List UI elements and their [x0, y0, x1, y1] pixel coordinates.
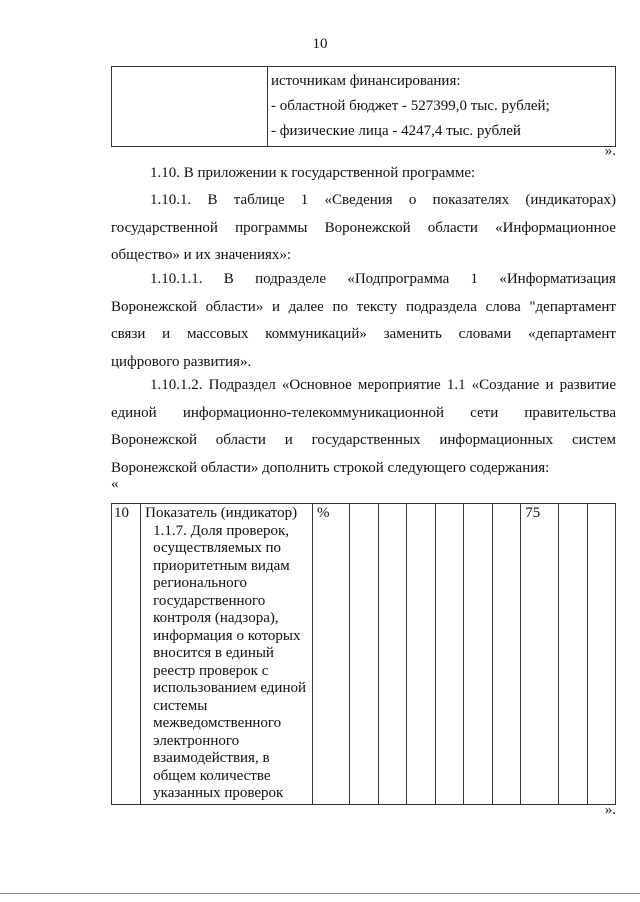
word: и: [545, 377, 554, 393]
value-cell: [587, 504, 616, 805]
word: подразделе: [255, 271, 327, 287]
unit-cell: %: [312, 504, 350, 805]
paragraph-line: 1.10. В приложении к государственной программе:: [150, 165, 476, 181]
word: таблице: [233, 192, 285, 208]
word: «Создание: [471, 377, 540, 393]
paragraph-line: [111, 455, 616, 483]
table-row: [112, 67, 616, 147]
value-cell: [350, 504, 378, 805]
opening-quote: «: [111, 476, 119, 492]
word: и: [162, 326, 171, 342]
paragraph-1-10-1: [111, 187, 616, 270]
word: коммуникаций»: [265, 326, 367, 342]
paragraph-1-10-1-2: [111, 372, 616, 482]
indicator-name-line: государственного: [153, 592, 266, 609]
word: государственной: [111, 219, 218, 236]
word: "департамент: [529, 298, 616, 315]
paragraph-line: [111, 294, 616, 322]
funding-line: - областной бюджет - 527399,0 тыс. рублей;: [271, 98, 550, 114]
value-cell: [407, 504, 435, 805]
word: тексту: [356, 298, 398, 315]
word: «Сведения: [324, 192, 393, 208]
page-number: 10: [312, 36, 328, 52]
word: В: [207, 192, 218, 208]
word: Воронежской: [111, 298, 197, 315]
indicator-name-line: информация о которых: [153, 627, 301, 644]
word: слова: [485, 298, 521, 315]
word: информационных: [439, 432, 554, 448]
paragraph-1-10: [111, 160, 616, 188]
word: показателях: [432, 192, 510, 208]
indicator-name-line: регионального: [153, 575, 247, 591]
word: правительства: [524, 404, 616, 421]
word: «Подпрограмма: [347, 271, 450, 287]
indicator-name-line: приоритетным видам: [153, 557, 290, 574]
word: информационно-телекоммуникационной: [182, 404, 445, 421]
word: общество» и их значениях»:: [111, 247, 292, 263]
indicator-name: [141, 504, 313, 805]
word: Воронежской: [111, 432, 197, 448]
word: связи: [111, 326, 146, 342]
word: о: [408, 192, 417, 208]
word: В: [223, 271, 234, 287]
paragraph-line: [111, 215, 616, 243]
paragraph-line: [111, 372, 616, 400]
funding-table: [111, 66, 616, 147]
word: 1.10.1.2.: [150, 377, 203, 393]
indicator-name-line: общем количестве: [153, 767, 271, 784]
empty-cell: [112, 67, 268, 147]
paragraph-line: [111, 400, 616, 428]
table-row: [112, 504, 616, 805]
row-number: 10: [112, 504, 141, 805]
indicator-name-line: взаимодействия, в: [153, 750, 270, 766]
word: 1: [300, 192, 309, 208]
word: сети: [470, 404, 499, 421]
word: развитие: [559, 377, 616, 393]
word: 1: [470, 271, 479, 287]
value-cell: [492, 504, 520, 805]
funding-cell: [268, 67, 616, 147]
word: (индикаторах): [525, 192, 616, 208]
indicator-name-line: межведомственного: [153, 715, 282, 731]
word: государственных: [311, 432, 421, 448]
word: систем: [571, 432, 616, 448]
word: по: [332, 298, 349, 315]
word: области: [427, 219, 478, 236]
indicator-name-line: системы: [153, 697, 208, 714]
paragraph-line: [111, 321, 616, 349]
word: 1.10.1.: [150, 192, 192, 208]
word: далее: [288, 298, 324, 315]
indicator-name-line: реестр проверок с: [153, 662, 269, 679]
word: 1.1: [446, 377, 466, 393]
word: словами: [458, 326, 512, 342]
paragraph-line: [111, 187, 616, 215]
paragraph-line: [111, 427, 616, 455]
word: «Информационное: [495, 219, 616, 236]
indicator-name-line: осуществляемых по: [153, 540, 282, 556]
value-cell: [435, 504, 463, 805]
word: программы: [235, 219, 308, 236]
word: подраздела: [405, 298, 477, 315]
indicator-name-line: электронного: [153, 732, 240, 749]
word: и: [271, 298, 280, 315]
paragraph-1-10-1-1: [111, 266, 616, 376]
indicator-name-line: использованием единой: [153, 680, 307, 696]
footer-divider: [0, 893, 640, 894]
value-cell: [378, 504, 406, 805]
indicator-name-line: Показатель (индикатор): [145, 505, 298, 521]
indicator-name-line: контроля (надзора),: [153, 610, 279, 626]
word: «Основное: [281, 377, 352, 393]
word: Подраздел: [208, 377, 276, 393]
word: и: [284, 432, 293, 448]
word: заменить: [383, 326, 442, 342]
indicator-name-line: 1.1.7. Доля проверок,: [153, 522, 290, 539]
word: «департамент: [528, 326, 616, 342]
value-cell: 75: [521, 504, 559, 805]
word: массовых: [186, 326, 249, 342]
word: мероприятие: [357, 377, 441, 393]
word: «Информатизация: [499, 271, 616, 287]
word: Воронежской: [324, 219, 411, 236]
word: Воронежской области» дополнить строкой следующего содержания:: [111, 459, 550, 476]
word: цифрового развития».: [111, 353, 252, 370]
closing-quote: ».: [604, 802, 616, 818]
value-cell: [559, 504, 587, 805]
word: области»: [205, 298, 264, 315]
value-cell: [464, 504, 492, 805]
word: единой: [111, 404, 157, 421]
indicator-table: [111, 503, 616, 805]
word: 1.10.1.1.: [150, 271, 203, 287]
funding-line: - физические лица - 4247,4 тыс. рублей: [271, 123, 521, 139]
indicator-name-line: вносится в единый: [153, 645, 274, 661]
paragraph-line: [111, 266, 616, 294]
word: области: [215, 432, 266, 448]
indicator-name-line: указанных проверок: [153, 785, 284, 801]
closing-quote: ».: [604, 143, 616, 159]
funding-line: источникам финансирования:: [271, 73, 461, 89]
